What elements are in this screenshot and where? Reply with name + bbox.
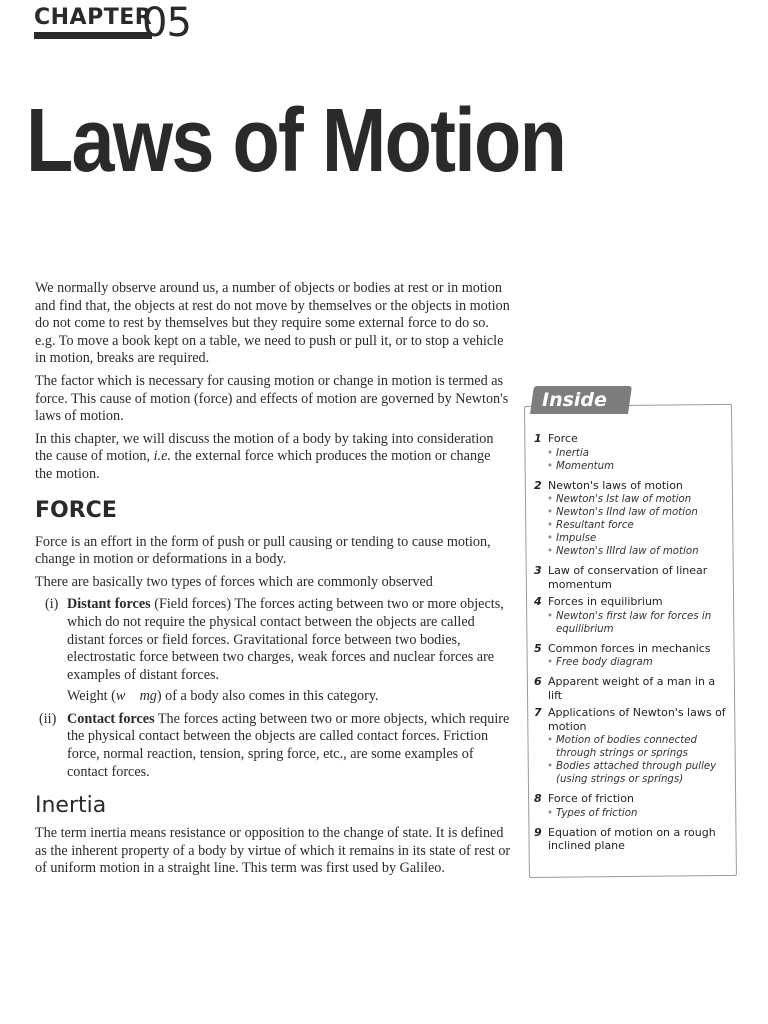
toc-subitems: [534, 734, 730, 786]
toc-item-number: 6: [534, 675, 542, 688]
toc-subitem-label: Newton's IInd law of motion: [556, 507, 698, 518]
inside-toc: [534, 432, 730, 857]
toc-subitems: [534, 610, 730, 636]
intro-paragraph-3: [35, 431, 511, 484]
toc-item-4: [534, 595, 730, 609]
toc-item-6: [534, 675, 730, 702]
main-text: [35, 280, 511, 883]
toc-item-2: [534, 479, 730, 493]
toc-item-number: 2: [534, 478, 542, 492]
toc-item-title: Apparent weight of a man in a lift: [548, 675, 716, 702]
bullet-icon: •: [547, 546, 554, 557]
toc-subitems: [534, 656, 730, 669]
weight-note-post: ) of a body also comes in this category.: [156, 688, 379, 705]
bullet-icon: •: [547, 657, 554, 668]
bullet-icon: •: [547, 447, 554, 459]
toc-item-number: 5: [534, 641, 542, 655]
force-heading: FORCE: [35, 497, 117, 523]
intro-p3-part-2: the external force which produces the motion or change the motion.: [35, 448, 491, 482]
toc-spacer: [534, 853, 730, 857]
intro-p3-ie: i.e.: [153, 448, 171, 465]
toc-subitem: [534, 460, 730, 473]
force-paragraph-1: Force is an effort in the form of push or pull causing or tending to cause motion, change in motion or deformations in a body.: [35, 533, 491, 568]
toc-item-5: [534, 642, 730, 656]
toc-item-number: 4: [534, 595, 542, 608]
toc-subitem: [534, 506, 730, 519]
toc-subitem-label: Newton's Ist law of motion: [556, 494, 692, 505]
toc-item-title: Law of conservation of linear momentum: [548, 564, 708, 591]
distant-forces-text: (Field forces) The forces acting between two or more objects, which do not require the physical contact between the objects are called distant forces or field forces. Gravitational force between two bodies, electrostatic force between two charges, weak forces and nuclear forces are examples of distant forces.: [67, 596, 504, 683]
toc-subitems: [534, 807, 730, 820]
toc-item-title: Equation of motion on a rough inclined plane: [548, 825, 716, 852]
toc-subitem-label: Inertia: [556, 447, 589, 459]
inertia-paragraph: The term inertia means resistance or opposition to the change of state. It is defined as the inherent property of a body by virtue of which it remains in its state of rest or of uniform motion in a straight line. This term was first used by Galileo.: [35, 825, 511, 877]
intro-p3-part-1: In this chapter, we will discuss the motion of a body by taking into consideration the cause of motion,: [35, 430, 494, 465]
distant-forces-term: Distant forces: [67, 596, 151, 613]
force-item-contact: [35, 711, 511, 781]
toc-subitem-label: Bodies attached through pulley (using strings or springs): [556, 761, 717, 785]
bullet-icon: •: [547, 460, 554, 472]
toc-item-title: Force of friction: [548, 792, 634, 805]
bullet-icon: •: [547, 533, 554, 544]
toc-subitem: [534, 447, 730, 460]
bullet-icon: •: [547, 761, 554, 772]
contact-forces-text: The forces acting between two or more objects, which require the physical contact between the objects are called contact forces. Friction force, normal reaction, tension, spring force, etc., are some examples of contact forces.: [67, 710, 510, 780]
toc-subitem: [534, 807, 730, 820]
bullet-icon: •: [547, 807, 554, 819]
chapter-label: CHAPTER: [34, 6, 152, 39]
toc-item-3: [534, 564, 730, 591]
weight-note: [67, 688, 511, 706]
toc-item-title: Common forces in mechanics: [548, 641, 711, 655]
toc-subitem: [534, 493, 730, 506]
toc-subitem-label: Momentum: [556, 460, 615, 472]
bullet-icon: •: [547, 507, 554, 518]
toc-item-8: [534, 792, 730, 806]
force-paragraph-2: There are basically two types of forces which are commonly observed: [35, 573, 433, 590]
toc-item-number: 1: [534, 432, 542, 445]
toc-subitems: [534, 447, 730, 473]
toc-item-title: Applications of Newton's laws of motion: [548, 706, 726, 733]
toc-item-title: Forces in equilibrium: [548, 595, 663, 608]
toc-subitem-label: Free body diagram: [556, 657, 653, 668]
intro-paragraph-2: The factor which is necessary for causing motion or change in motion is termed as force. This cause of motion (force) and effects of motion are governed by Newton's laws of motion.: [35, 372, 509, 425]
weight-symbol: w: [115, 688, 126, 705]
bullet-icon: •: [547, 610, 554, 622]
toc-item-number: 8: [534, 792, 542, 805]
toc-subitem-label: Newton's IIIrd law of motion: [556, 546, 699, 557]
toc-item-1: [534, 432, 730, 446]
inside-label: Inside: [542, 389, 607, 411]
toc-subitem: [534, 545, 730, 558]
toc-subitem: [534, 610, 730, 636]
toc-item-title: Force: [548, 432, 578, 445]
toc-subitem: [534, 734, 730, 760]
bullet-icon: •: [547, 494, 554, 505]
chapter-title: Laws of Motion: [26, 91, 566, 191]
toc-subitem-label: Types of friction: [556, 807, 638, 819]
toc-item-number: 9: [534, 825, 542, 839]
force-item-distant: [35, 596, 511, 706]
toc-item-title: Newton's laws of motion: [548, 478, 683, 492]
weight-note-pre: Weight (: [67, 688, 116, 705]
inertia-heading: Inertia: [35, 793, 107, 819]
toc-subitem: [534, 519, 730, 532]
toc-subitem: [534, 532, 730, 545]
mg-symbol: mg: [139, 688, 157, 705]
item-number: (i): [45, 596, 59, 613]
toc-item-number: 3: [534, 564, 542, 577]
item-number: (ii): [39, 710, 57, 727]
intro-paragraph-1: We normally observe around us, a number of objects or bodies at rest or in motion and find that, the objects at rest do not move by themselves or the objects in motion do not come to rest by themselves but they require some external force to do so. e.g. To move a book kept on a table, we need to push or pull it, or to stop a vehicle in motion, breaks are required.: [35, 280, 510, 367]
toc-item-7: [534, 706, 730, 733]
toc-subitem-label: Motion of bodies connected through strings or springs: [556, 735, 697, 759]
toc-subitem-label: Newton's first law for forces in equilibrium: [556, 610, 712, 635]
bullet-icon: •: [547, 735, 554, 746]
bullet-icon: •: [547, 520, 554, 531]
chapter-number: 05: [142, 0, 191, 46]
toc-item-9: [534, 826, 730, 853]
toc-subitem: [534, 656, 730, 669]
toc-subitems: [534, 493, 730, 558]
toc-subitem-label: Impulse: [556, 533, 597, 544]
toc-item-number: 7: [534, 706, 542, 719]
contact-forces-term: Contact forces: [67, 710, 155, 727]
toc-subitem-label: Resultant force: [556, 520, 634, 531]
toc-subitem: [534, 760, 730, 786]
